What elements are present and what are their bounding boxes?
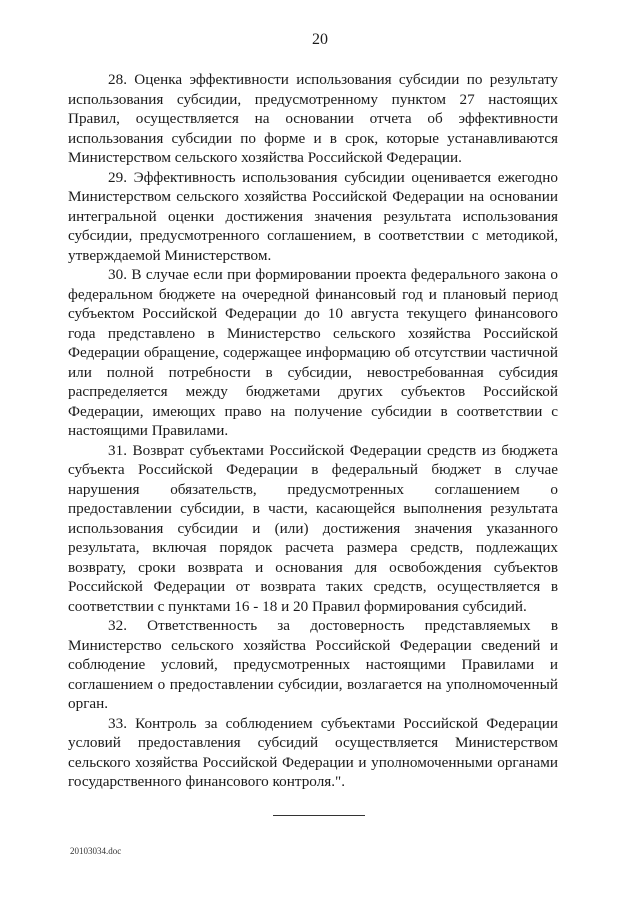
paragraph-30: 30. В случае если при формировании проекта федерального закона о федеральном бюджете на очередной финансовый год и плановый период субъектом Российской Федерации до 10 августа текущего финансового года представлено в Министерство сельского хозяйства Российской Федерации обращение, содержащее информацию об отсутствии частичной или полной потребности в субсидии, невостребованная субсидия распределяется между бюджетами других субъектов Российской Федерации, имеющих право на получение субсидии в соответствии с настоящими Правилами. [68,266,558,439]
paragraph-31: 31. Возврат субъектами Российской Федерации средств из бюджета субъекта Российской Федерации в федеральный бюджет в случае нарушения обязательств, предусмотренных соглашением о предоставлении субсидии, в части, касающейся выполнения результата использования субсидии и (или) достижения значения указанного результата, включая порядок расчета размера средств, подлежащих возврату, сроки возврата и основания для освобождения субъектов Российской Федерации от возврата таких средств, осуществляется в соответствии с пунктами 16 - 18 и 20 Правил формирования субсидий. [68,441,558,615]
closing-rule [273,815,365,816]
paragraph-29: 29. Эффективность использования субсидии оценивается ежегодно Министерством сельского хозяйства Российской Федерации на основании интегральной оценки достижения значения результата использования субсидии, предусмотренного соглашением, в соответствии с методикой, утверждаемой Министерством. [68,168,558,264]
document-code: 20103034.doc [70,846,122,856]
page-number: 20 [312,31,328,48]
paragraph-33: 33. Контроль за соблюдением субъектами Российской Федерации условий предоставления субсидий осуществляется Министерством сельского хозяйства Российской Федерации и уполномоченными органами государственного финансового контроля.". [68,714,558,790]
paragraph-28: 28. Оценка эффективности использования субсидии по результату использования субсидии, предусмотренному пунктом 27 настоящих Правил, осуществляется на основании отчета об эффективности использования субсидии по форме и в срок, которые устанавливаются Министерством сельского хозяйства Российской Федерации. [68,71,558,166]
paragraph-32: 32. Ответственность за достоверность представляемых в Министерство сельского хозяйства Российской Федерации сведений и соблюдение условий, предусмотренных настоящими Правилами и соглашением о предоставлении субсидии, возлагается на уполномоченный орган. [68,617,558,712]
document-body [68,70,558,792]
